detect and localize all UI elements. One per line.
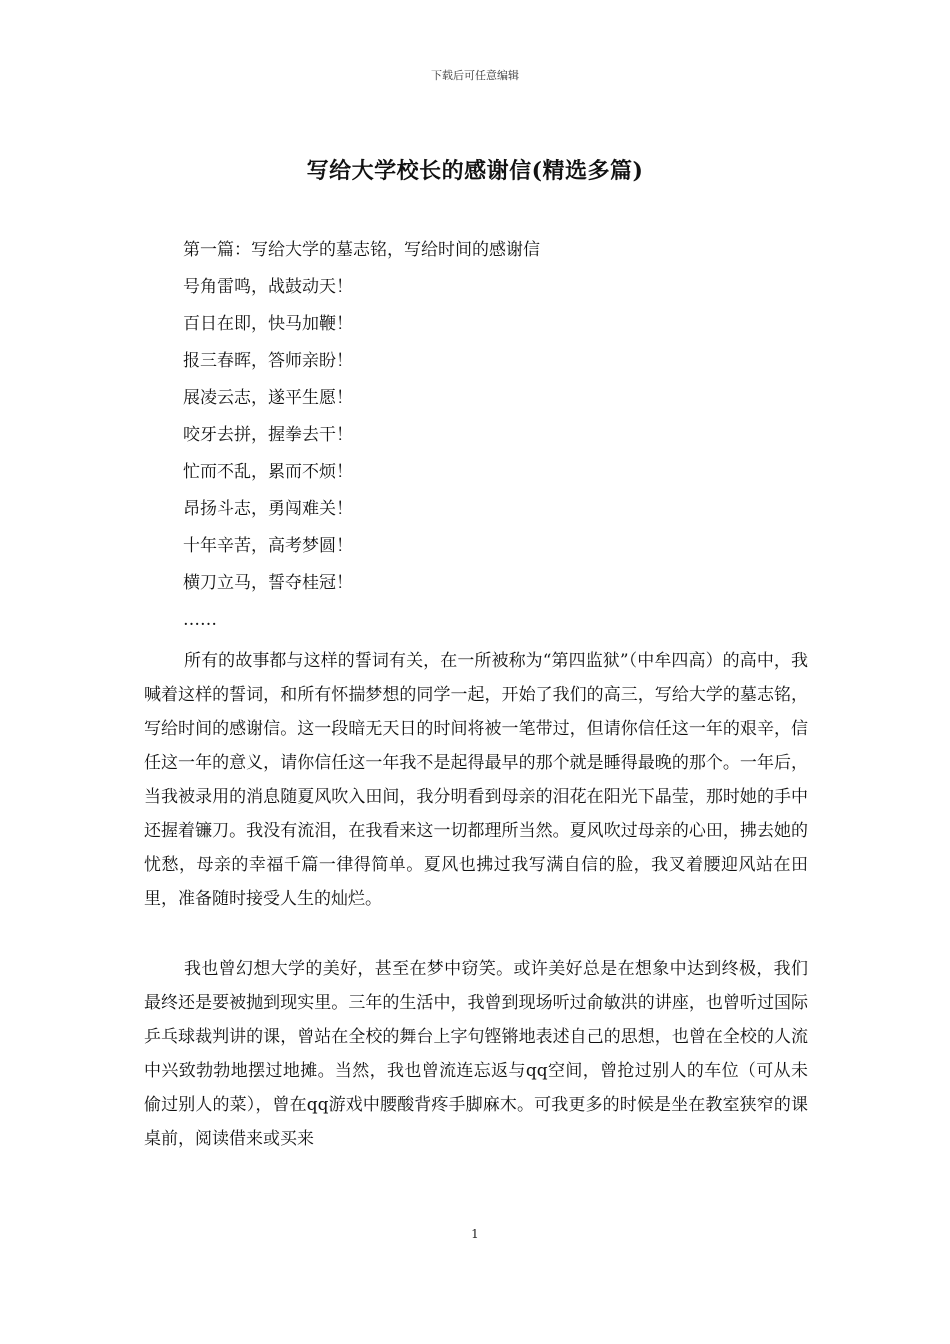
document-title: 写给大学校长的感谢信(精选多篇) <box>306 158 644 184</box>
verse-line: 百日在即，快马加鞭！ <box>183 314 353 334</box>
verse-line: 十年辛苦，高考梦圆！ <box>183 536 353 556</box>
verse-list <box>183 232 540 639</box>
verse-line: 咬牙去拼，握拳去干！ <box>183 425 353 445</box>
body-paragraph: 所有的故事都与这样的誓词有关，在一所被称为“第四监狱”（中牟四高）的高中，我喊着这样的誓词，和所有怀揣梦想的同学一起，开始了我们的高三，写给大学的墓志铭，写给时间的感谢信。这一段暗无天日的时间将被一笔带过，但请你信任这一年的艰辛，信任这一年的意义，请你信任这一年我不是起得最早的那个就是睡得最晚的那个。一年后，当我被录用的消息随夏风吹入田间，我分明看到母亲的泪花在阳光下晶莹，那时她的手中还握着镰刀。我没有流泪，在我看来这一切都理所当然。夏风吹过母亲的心田，拂去她的忧愁，母亲的幸福千篇一律得简单。夏风也拂过我写满自信的脸，我叉着腰迎风站在田里，准备随时接受人生的灿烂。 <box>144 651 808 909</box>
verse-line: 号角雷鸣，战鼓动天！ <box>183 277 353 297</box>
verse-line: 昂扬斗志，勇闯难关！ <box>183 499 353 519</box>
verse-line: 展凌云志，遂平生愿！ <box>183 388 353 408</box>
section-heading: 第一篇：写给大学的墓志铭，写给时间的感谢信 <box>183 240 540 260</box>
verse-line: 忙而不乱，累而不烦！ <box>183 462 353 482</box>
page-number: 1 <box>471 1227 479 1241</box>
verse-line: 横刀立马，誓夺桂冠！ <box>183 573 353 593</box>
verse-ellipsis: …… <box>183 610 217 630</box>
verse-line: 报三春晖，答师亲盼！ <box>183 351 353 371</box>
body-paragraph: 我也曾幻想大学的美好，甚至在梦中窃笑。或许美好总是在想象中达到终极，我们最终还是要被抛到现实里。三年的生活中，我曾到现场听过俞敏洪的讲座，也曾听过国际乒乓球裁判讲的课，曾站在全校的舞台上字句铿锵地表述自己的思想，也曾在全校的人流中兴致勃勃地摆过地摊。当然，我也曾流连忘返与qq空间，曾抢过别人的车位（可从未偷过别人的菜），曾在qq游戏中腰酸背疼手脚麻木。可我更多的时候是坐在教室狭窄的课桌前，阅读借来或买来 <box>144 959 808 1149</box>
page-header-note: 下载后可任意编辑 <box>431 69 519 82</box>
